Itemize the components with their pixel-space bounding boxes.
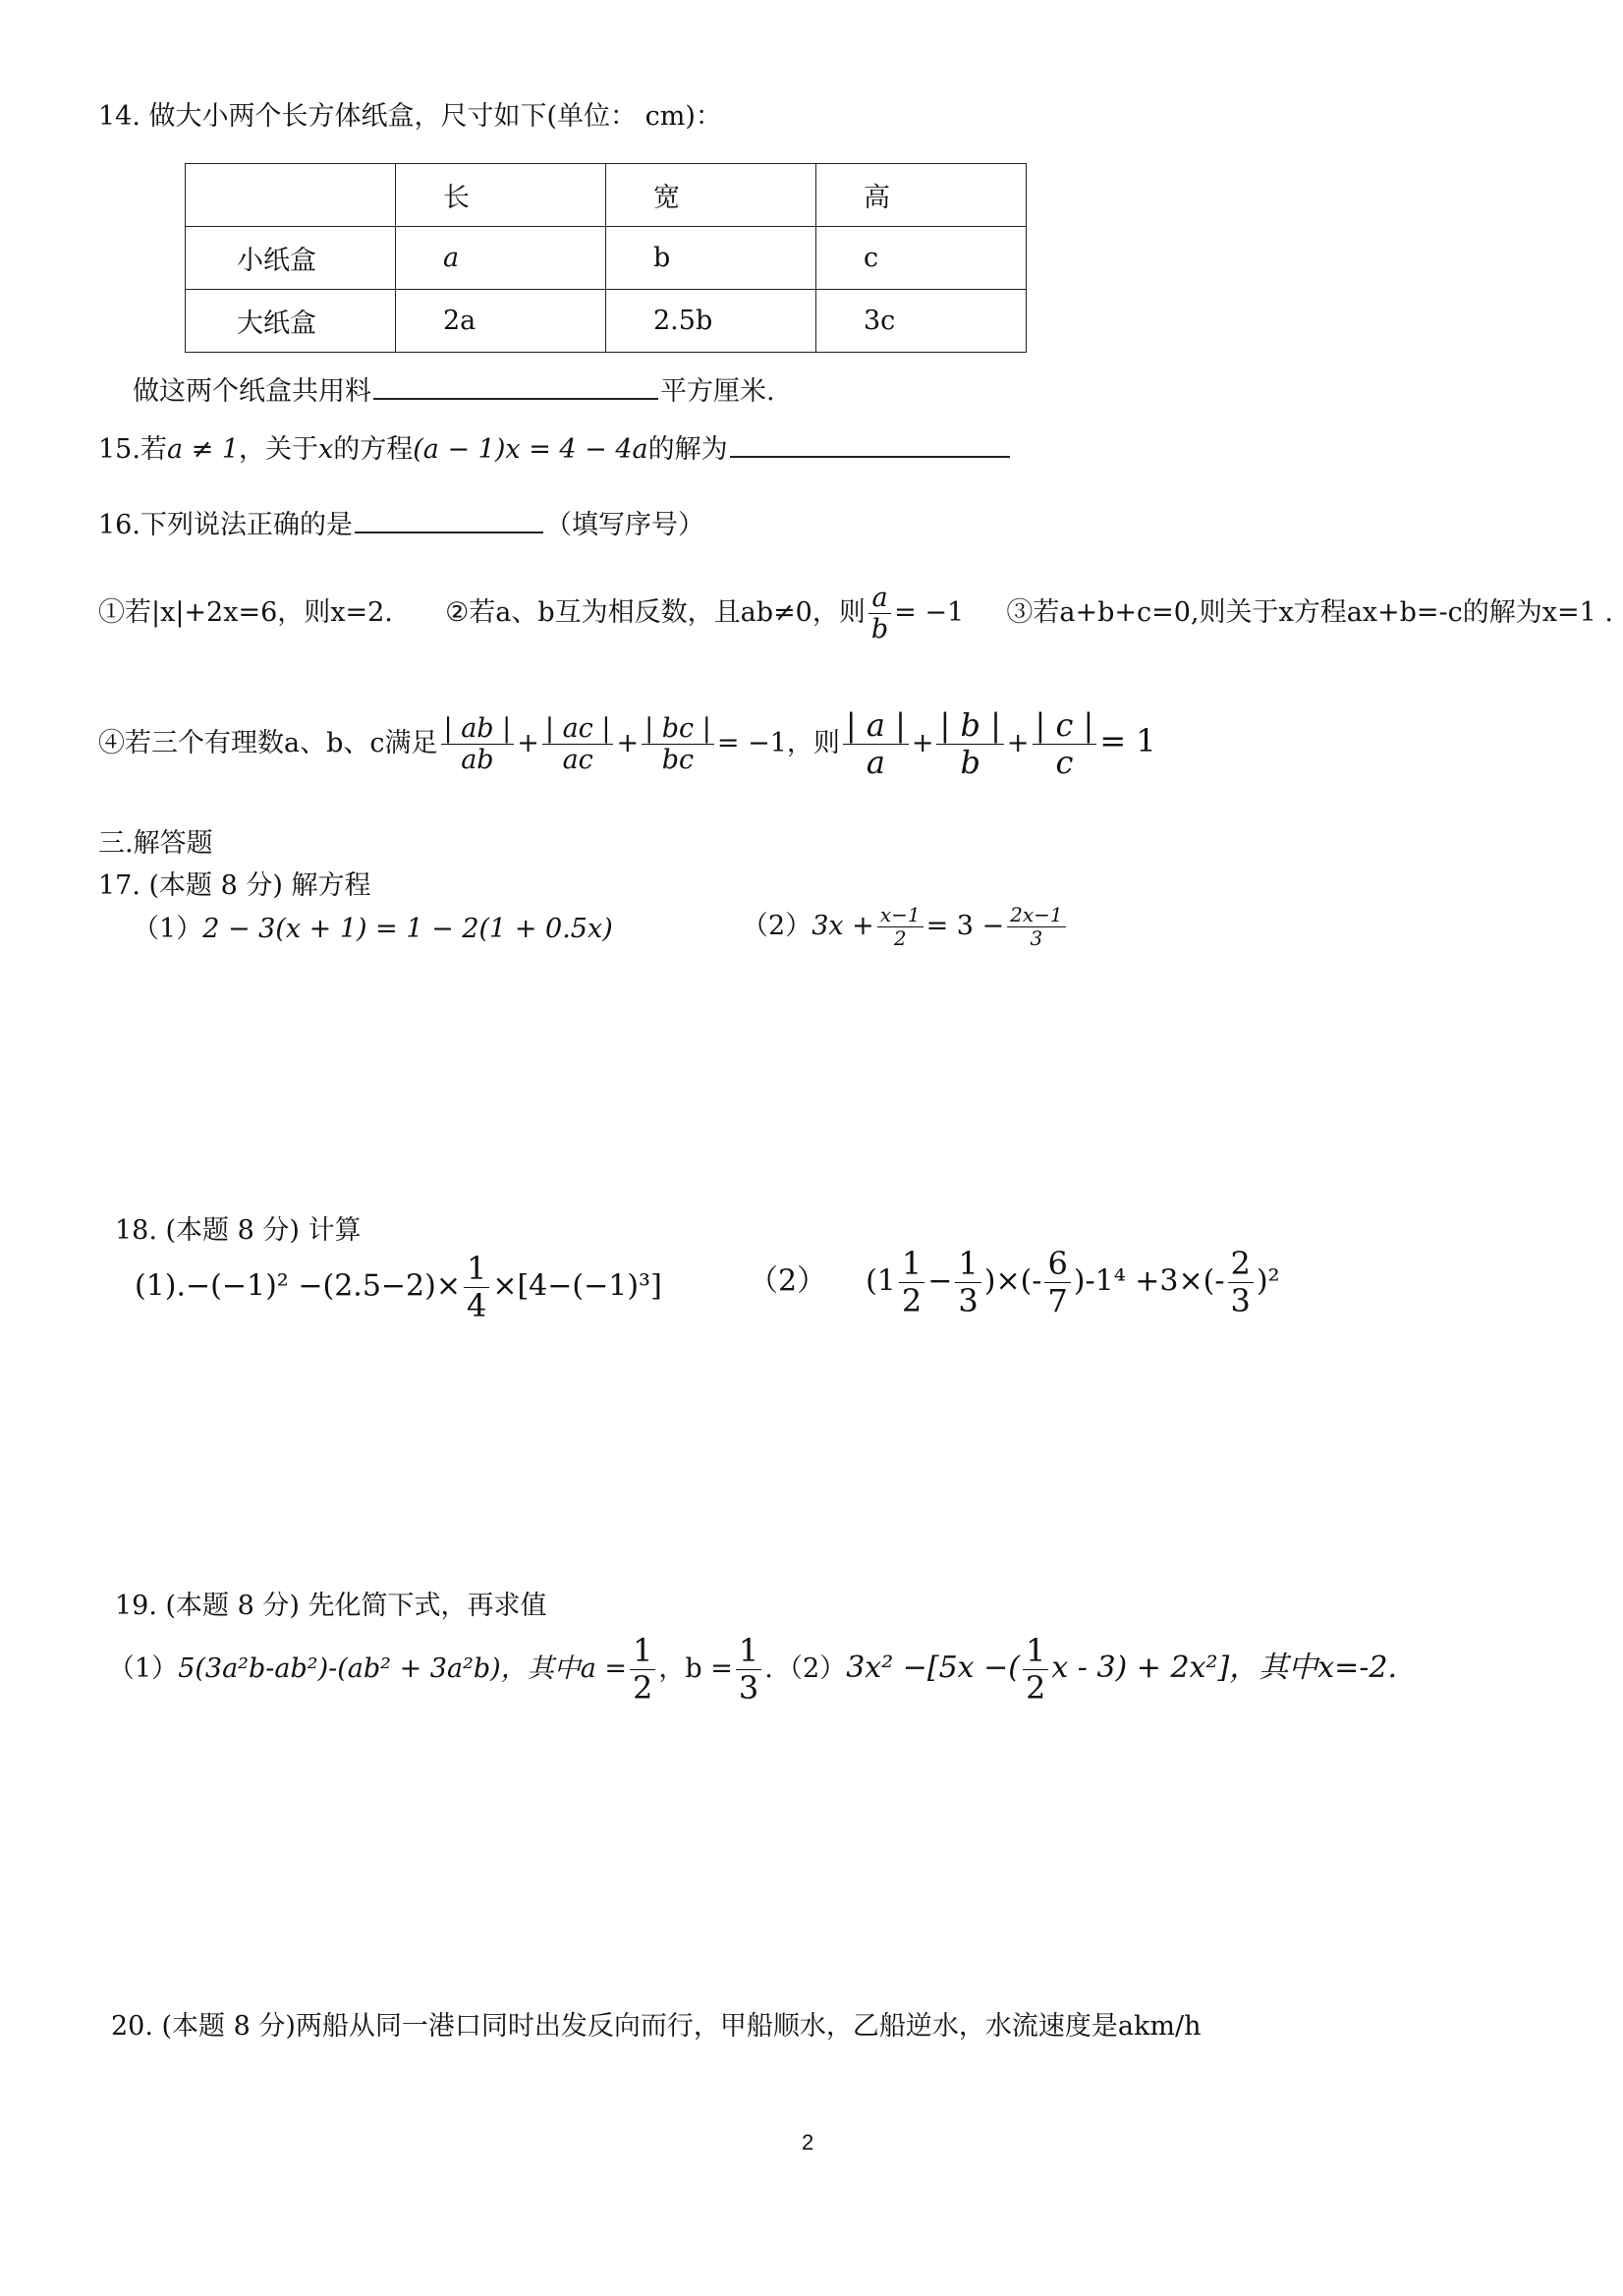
q16-statement-2: ②若a、b互为相反数，且ab≠0，则 <box>445 597 866 629</box>
q15-answer-blank[interactable] <box>730 455 1010 458</box>
q19-part1 <box>108 1633 773 1707</box>
fraction: $\frac{2x-1}{3}$ <box>1007 904 1066 950</box>
q18-part2-text: (1 <box>866 1263 896 1299</box>
table-cell: c <box>816 227 1027 290</box>
fraction: $\frac{6}{7}$ <box>1044 1246 1070 1319</box>
q19-part2 <box>776 1633 1397 1707</box>
table-cell: 2.5b <box>606 290 816 353</box>
q18-title: 18. (本题 8 分) 计算 <box>115 1215 362 1246</box>
q19-part1-mid: ，b = <box>658 1652 733 1684</box>
q15-condition: a ≠ 1 <box>166 434 240 465</box>
q17-part2-mid: = 3 − <box>925 911 1005 941</box>
q19-title: 19. (本题 8 分) 先化简下式，再求值 <box>115 1591 547 1621</box>
q17-part2-lead: 3x + <box>812 911 874 941</box>
table-header-cell <box>186 164 396 227</box>
table-header-cell: 长 <box>396 164 606 227</box>
q18-part2-text: )² <box>1256 1263 1280 1299</box>
q16-statements-row1 <box>98 583 1613 644</box>
q19-part2-tail: x - 3) + 2x²]，其中x=-2. <box>1051 1650 1398 1685</box>
table-cell: 2a <box>396 290 606 353</box>
table-cell: 3c <box>816 290 1027 353</box>
fraction: $\frac{| ac |}{ac}$ <box>542 713 614 775</box>
fraction: $\frac{| b |}{b}$ <box>936 707 1003 781</box>
q14-answer-blank[interactable] <box>373 397 658 400</box>
q16-statement-3: ③若a+b+c=0,则关于x方程ax+b=-c的解为x=1 . <box>1006 597 1613 629</box>
table-header-cell: 高 <box>816 164 1027 227</box>
page-number: 2 <box>802 2130 814 2155</box>
dimension-table <box>185 163 1027 353</box>
q17-part2-label: （2） <box>742 911 812 941</box>
q18-part2-label: （2） <box>749 1263 827 1299</box>
q19-part1-label: （1） <box>108 1652 179 1684</box>
table-header-row <box>186 164 1027 227</box>
table-row <box>186 227 1027 290</box>
fraction: $\frac{a}{b}$ <box>868 583 891 644</box>
q17-part1-label: （1） <box>133 914 203 944</box>
table-cell: b <box>606 227 816 290</box>
q15-line <box>98 434 1012 466</box>
q16-statement-4-mid: = −1，则 <box>716 727 840 758</box>
q16-answer-blank[interactable] <box>355 531 543 533</box>
table-row <box>186 290 1027 353</box>
q14-prompt: 14. 做大小两个长方体纸盒，尺寸如下(单位： cm)： <box>98 101 722 132</box>
q16-statement-4-tail: = 1 <box>1099 721 1156 759</box>
q19-part2-label: （2） <box>776 1652 847 1684</box>
q15-equation: (a − 1)x = 4 − 4a <box>413 434 648 465</box>
q15-variable: x <box>318 434 334 465</box>
q18-part2 <box>749 1246 1280 1319</box>
fraction: $\frac{| c |}{c}$ <box>1033 707 1097 781</box>
q18-part1-tail: ×[4−(−1)³] <box>492 1268 662 1304</box>
q19-part2-lead: 3x² −[5x −( <box>846 1650 1020 1685</box>
q16-statement-4: ④若三个有理数a、b、c满足 $\frac{| ab |}{ab}$ + $\frac{| ac |}{ac}$ + $\frac{| bc |}{bc}$ = −1，则 $\frac{| a |}{a}$ + $\frac{| b |}{b}$ + $\frac{| c |}{c}$ = 1 <box>98 706 1156 781</box>
q18-part2-text: )×(- <box>983 1263 1042 1299</box>
fraction: $\frac{| bc |}{bc}$ <box>642 713 714 775</box>
fraction: $\frac{1}{3}$ <box>736 1633 761 1707</box>
fraction: $\frac{x-1}{2}$ <box>877 904 923 950</box>
q17-part1-equation: 2 − 3(x + 1) = 1 − 2(1 + 0.5x) <box>202 914 613 944</box>
fraction: $\frac{1}{2}$ <box>1023 1633 1048 1707</box>
fraction: $\frac{1}{2}$ <box>630 1633 655 1707</box>
table-header-cell: 宽 <box>606 164 816 227</box>
q18-part1 <box>135 1251 662 1324</box>
row-label: 大纸盒 <box>186 290 396 353</box>
q19-part1-expression: 5(3a²b-ab²)-(ab² + 3a²b)，其中a = <box>178 1652 628 1684</box>
q17-part1 <box>133 914 613 945</box>
q16-line <box>98 510 704 541</box>
q14-answer-prefix: 做这两个纸盒共用料 <box>133 376 371 407</box>
q18-part2-text: )-1⁴ +3×(- <box>1073 1263 1225 1299</box>
q20-text: 20. (本题 8 分)两船从同一港口同时出发反向而行，甲船顺水，乙船逆水，水流速度是akm/h <box>111 2011 1202 2042</box>
fraction: $\frac{1}{3}$ <box>955 1246 980 1319</box>
q18-part2-text: − <box>927 1263 953 1299</box>
q15-prefix: 15.若 <box>98 434 167 465</box>
fraction: $\frac{1}{2}$ <box>899 1246 924 1319</box>
q18-part1-lead: (1).−(−1)² −(2.5−2)× <box>135 1268 461 1304</box>
table-cell: a <box>396 227 606 290</box>
q15-text: 的方程 <box>333 434 414 465</box>
fraction: $\frac{2}{3}$ <box>1228 1246 1254 1319</box>
q16-statement-1: ①若|x|+2x=6，则x=2. <box>98 597 393 629</box>
q16-statement-2-tail: = −1 <box>894 597 965 629</box>
fraction: $\frac{1}{4}$ <box>464 1251 489 1324</box>
section-title: 三.解答题 <box>98 828 213 859</box>
q16-prefix: 16.下列说法正确的是 <box>98 510 353 540</box>
q19-part1-end: . <box>764 1652 773 1684</box>
q15-text: ，关于 <box>239 434 319 465</box>
q14-answer-line <box>133 376 775 408</box>
q17-title: 17. (本题 8 分) 解方程 <box>98 870 371 901</box>
q15-suffix: 的解为 <box>647 434 728 465</box>
q14-answer-suffix: 平方厘米. <box>660 376 775 407</box>
row-label: 小纸盒 <box>186 227 396 290</box>
q16-statement-4-prefix: ④若三个有理数a、b、c满足 <box>98 727 438 758</box>
q16-suffix: （填写序号） <box>544 510 704 540</box>
q17-part2 <box>742 904 1069 950</box>
fraction: $\frac{| a |}{a}$ <box>843 707 909 781</box>
fraction: $\frac{| ab |}{ab}$ <box>441 713 515 775</box>
